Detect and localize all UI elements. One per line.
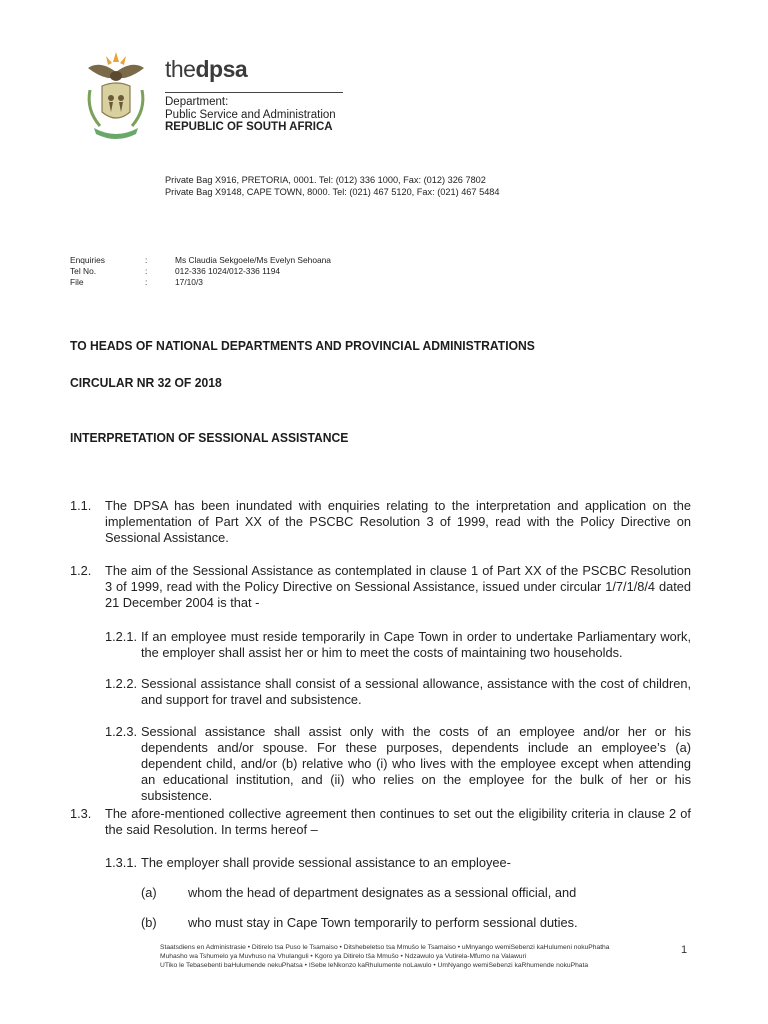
- page-number: 1: [681, 944, 688, 956]
- brand-wordmark: [165, 58, 247, 81]
- paragraph-text: If an employee must reside temporarily in Cape Town in order to undertake Parliamentary work, the employer shall assist her or him to meet the costs of maintaining two households.: [141, 629, 691, 660]
- paragraph-number: 1.1.: [70, 498, 92, 513]
- meta-colon: :: [145, 255, 148, 265]
- meta-row-tel: [70, 266, 331, 277]
- list-item-text: whom the head of department designates as a sessional official, and: [188, 885, 577, 900]
- brand-main: dpsa: [195, 56, 248, 82]
- meta-value: 17/10/3: [175, 277, 203, 287]
- list-item-text: who must stay in Cape Town temporarily to perform sessional duties.: [188, 915, 578, 930]
- footer-line-3: UTiko le Tebasebenti baHulumende nekuPhatsa • ISebe leNkonzo kaRhulumente noLawulo • UmNyango wemiSebenzi kaRhumende nokuPhata: [160, 961, 589, 969]
- paragraph-number: 1.2.2.: [105, 676, 138, 691]
- brand-prefix: the: [165, 56, 196, 82]
- meta-row-file: [70, 277, 331, 288]
- subject-heading: INTERPRETATION OF SESSIONAL ASSISTANCE: [70, 430, 349, 445]
- paragraph-text: The afore-mentioned collective agreement then continues to set out the eligibility criteria in clause 2 of the said Resolution. In terms hereof –: [105, 806, 691, 837]
- multilingual-footer: [160, 944, 695, 970]
- meta-label: File: [70, 277, 84, 287]
- paragraph-text: The aim of the Sessional Assistance as contemplated in clause 1 of Part XX of the PSCBC Resolution 3 of 1999, read with the Policy Directive on Sessional Assistance, issued under circular 1/7/1/8/4 dated 21 December 2004 is that -: [105, 563, 691, 610]
- paragraph-number: 1.2.3.: [105, 724, 138, 739]
- list-marker: (b): [141, 915, 157, 930]
- addressee-heading: TO HEADS OF NATIONAL DEPARTMENTS AND PROVINCIAL ADMINISTRATIONS: [70, 338, 535, 353]
- paragraph-text: Sessional assistance shall consist of a sessional allowance, assistance with the cost of children, and support for travel and subsistence.: [141, 676, 691, 707]
- paragraph-text: Sessional assistance shall assist only with the costs of an employee and/or her or his dependents and/or spouse. For these purposes, dependents include an employee’s (a) dependent child, and/or (b) relative who (i) who lives with the employee except when attending an educational institution, and (ii) who relies on the employee for the bulk of her or his subsistence.: [141, 724, 691, 803]
- address-line-2: Private Bag X9148, CAPE TOWN, 8000. Tel: (021) 467 5120, Fax: (021) 467 5484: [165, 186, 500, 197]
- paragraph-text: The employer shall provide sessional assistance to an employee-: [141, 855, 511, 870]
- address-line-1: Private Bag X916, PRETORIA, 0001. Tel: (012) 336 1000, Fax: (012) 326 7802: [165, 175, 486, 185]
- paragraph-number: 1.2.1.: [105, 629, 138, 644]
- paragraph-number: 1.3.: [70, 806, 92, 821]
- reference-meta: [70, 255, 331, 288]
- meta-value: 012-336 1024/012-336 1194: [175, 266, 281, 276]
- footer-line-2: Muhasho wa Tshumelo ya Muvhuso na Vhulanguli • Kgoro ya Ditirelo tša Mmušo • Ndzawulo ya Vutirela-Mfumo na Valawuri: [160, 952, 527, 960]
- dept-line-1: Department:: [165, 96, 229, 108]
- paragraph-text: The DPSA has been inundated with enquiries relating to the interpretation and application on the implementation of Part XX of the PSCBC Resolution 3 of 1999, read with the Policy Directive on Sessional Assistance.: [105, 498, 691, 545]
- paragraph-number: 1.3.1.: [105, 855, 138, 870]
- list-marker: (a): [141, 885, 157, 900]
- department-block: [165, 96, 336, 134]
- meta-value: Ms Claudia Sekgoele/Ms Evelyn Sehoana: [175, 255, 331, 265]
- dept-line-3: REPUBLIC OF SOUTH AFRICA: [165, 121, 333, 133]
- dept-line-2: Public Service and Administration: [165, 108, 336, 121]
- meta-label: Tel No.: [70, 266, 97, 276]
- circular-heading: CIRCULAR NR 32 OF 2018: [70, 375, 222, 390]
- address-block: [165, 175, 500, 198]
- coat-of-arms-logo: [80, 50, 152, 142]
- brand-divider: [165, 92, 343, 93]
- footer-line-1: Staatsdiens en Administrasie • Ditirelo tsa Puso le Tsamaiso • Ditshebeletso tsa Mmušo le Tsamaiso • uMnyango wemiSebenzi kaHulumeni nokuPhatha: [160, 944, 610, 951]
- paragraph-number: 1.2.: [70, 563, 92, 578]
- meta-row-enquiries: [70, 255, 331, 266]
- meta-label: Enquiries: [70, 255, 105, 265]
- meta-colon: :: [145, 277, 148, 287]
- meta-colon: :: [145, 266, 148, 276]
